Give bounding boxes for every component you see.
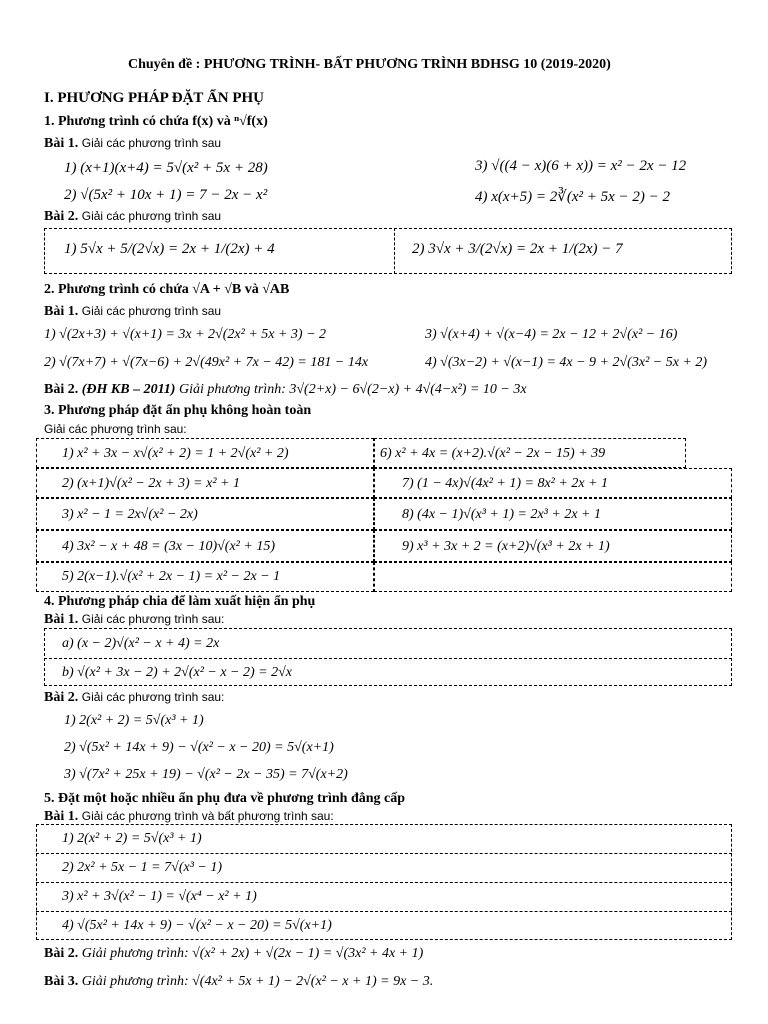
equation: a) (x − 2)√(x² − x + 4) = 2x	[62, 636, 220, 651]
exercise-instruction: Giải các phương trình sau	[81, 304, 222, 318]
exercise-instruction: Giải các phương trình sau:	[81, 690, 225, 704]
equation: 4) 3x² − x + 48 = (3x − 10)√(x² + 15)	[62, 539, 275, 554]
equation: b) √(x² + 3x − 2) + 2√(x² − x − 2) = 2√x	[62, 665, 293, 680]
section-heading: I. PHƯƠNG PHÁP ĐẶT ẨN PHỤ	[44, 90, 264, 106]
equation: 4) √(3x−2) + √(x−1) = 4x − 9 + 2√(3x² − 5x + 2)	[425, 355, 708, 370]
equation: 2) √(7x+7) + √(7x−6) + 2√(49x² + 7x − 42) = 181 − 14x	[44, 355, 369, 370]
equation: 8) (4x − 1)√(x³ + 1) = 2x³ + 2x + 1	[402, 507, 601, 522]
subsection-heading-5: 5. Đặt một hoặc nhiều ẩn phụ đưa về phương trình đẳng cấp	[44, 791, 406, 806]
exercise-heading	[44, 974, 433, 990]
exercise-instruction: Giải các phương trình sau	[81, 209, 222, 223]
equation: 2) 3√x + 3/(2√x) = 2x + 1/(2x) − 7	[412, 241, 623, 257]
exercise-label: Bài 2.	[44, 690, 79, 705]
exercise-instruction: Giải các phương trình sau:	[44, 422, 187, 436]
equation: 3) x² − 1 = 2x√(x² − 2x)	[62, 507, 198, 522]
exercise-instruction: Giải các phương trình sau:	[81, 612, 225, 626]
exercise-heading	[44, 382, 527, 398]
equation: 3) x² + 3√(x² − 1) = √(x⁴ − x² + 1)	[62, 889, 257, 904]
exercise-instruction: Giải các phương trình và bất phương trình sau:	[81, 809, 334, 823]
equation: 3) √(7x² + 25x + 19) − √(x² − 2x − 35) = 7√(x+2)	[64, 767, 348, 782]
exercise-label: Bài 2.	[44, 946, 79, 961]
box-divider	[36, 911, 732, 912]
equation: 1) 5√x + 5/(2√x) = 2x + 1/(2x) + 4	[64, 241, 275, 257]
box-divider	[36, 882, 732, 883]
equation: 1) 2(x² + 2) = 5√(x³ + 1)	[64, 713, 204, 728]
exercise-heading	[44, 690, 224, 706]
subsection-heading-3: 3. Phương pháp đặt ẩn phụ không hoàn toàn	[44, 403, 312, 418]
exercise-instruction: Giải phương trình: 3√(2+x) − 6√(2−x) + 4√(4−x²) = 10 − 3x	[178, 382, 527, 397]
equation: 2) 2x² + 5x − 1 = 7√(x³ − 1)	[62, 860, 222, 875]
equation: 3) √((4 − x)(6 + x)) = x² − 2x − 12	[475, 158, 687, 174]
exercise-label: Bài 1.	[44, 612, 79, 627]
exercise-heading	[44, 612, 224, 628]
equation: 2) (x+1)√(x² − 2x + 3) = x² + 1	[62, 476, 240, 491]
exercise-heading	[44, 136, 221, 152]
equation: 7) (1 − 4x)√(4x² + 1) = 8x² + 2x + 1	[402, 476, 608, 491]
equation: 1) (x+1)(x+4) = 5√(x² + 5x + 28)	[64, 160, 268, 176]
equation: 1) x² + 3x − x√(x² + 2) = 1 + 2√(x² + 2)	[62, 446, 289, 461]
exercise-label: Bài 2.	[44, 382, 79, 397]
exercise-instruction: Giải các phương trình sau	[81, 136, 222, 150]
exercise-source: (ĐH KB – 2011)	[81, 382, 176, 397]
box-divider	[44, 658, 732, 659]
table-cell	[374, 562, 732, 592]
exercise-label: Bài 2.	[44, 209, 79, 224]
equation: 1) √(2x+3) + √(x+1) = 3x + 2√(2x² + 5x + 3) − 2	[44, 327, 327, 342]
subsection-heading-4: 4. Phương pháp chia để làm xuất hiện ẩn phụ	[44, 594, 316, 609]
subsection-heading-2: 2. Phương trình có chứa √A + √B và √AB	[44, 282, 290, 297]
equation: 4) √(5x² + 14x + 9) − √(x² − x − 20) = 5√(x+1)	[62, 918, 332, 933]
exercise-instruction: Giải phương trình: √(x² + 2x) + √(2x − 1) = √(3x² + 4x + 1)	[81, 946, 424, 961]
box-divider	[394, 228, 395, 274]
equation: 1) 2(x² + 2) = 5√(x³ + 1)	[62, 831, 202, 846]
subsection-heading-1: 1. Phương trình có chứa f(x) và ⁿ√f(x)	[44, 114, 268, 129]
exercise-heading	[44, 209, 221, 225]
exercise-heading	[44, 946, 423, 962]
equation: 2) √(5x² + 14x + 9) − √(x² − x − 20) = 5√(x+1)	[64, 740, 334, 755]
exercise-heading	[44, 304, 221, 320]
exercise-label: Bài 1.	[44, 304, 79, 319]
box-divider	[36, 853, 732, 854]
exercise-label: Bài 3.	[44, 974, 79, 989]
equation: 2) √(5x² + 10x + 1) = 7 − 2x − x²	[64, 187, 268, 203]
equation: 4) x(x+5) = 2∛(x² + 5x − 2) − 2	[475, 189, 671, 205]
equation: 6) x² + 4x = (x+2).√(x² − 2x − 15) + 39	[380, 446, 606, 461]
exercise-instruction: Giải phương trình: √(4x² + 5x + 1) − 2√(x² − x + 1) = 9x − 3.	[81, 974, 434, 989]
exercise-heading	[44, 809, 334, 825]
exercise-label: Bài 1.	[44, 136, 79, 151]
equation: 3) √(x+4) + √(x−4) = 2x − 12 + 2√(x² − 16)	[425, 327, 678, 342]
exercise-label: Bài 1.	[44, 809, 79, 824]
page-title: Chuyên đề : PHƯƠNG TRÌNH- BẤT PHƯƠNG TRÌNH BDHSG 10 (2019-2020)	[128, 57, 611, 72]
equation: 9) x³ + 3x + 2 = (x+2)√(x³ + 2x + 1)	[402, 539, 610, 554]
equation: 5) 2(x−1).√(x² + 2x − 1) = x² − 2x − 1	[62, 569, 281, 584]
